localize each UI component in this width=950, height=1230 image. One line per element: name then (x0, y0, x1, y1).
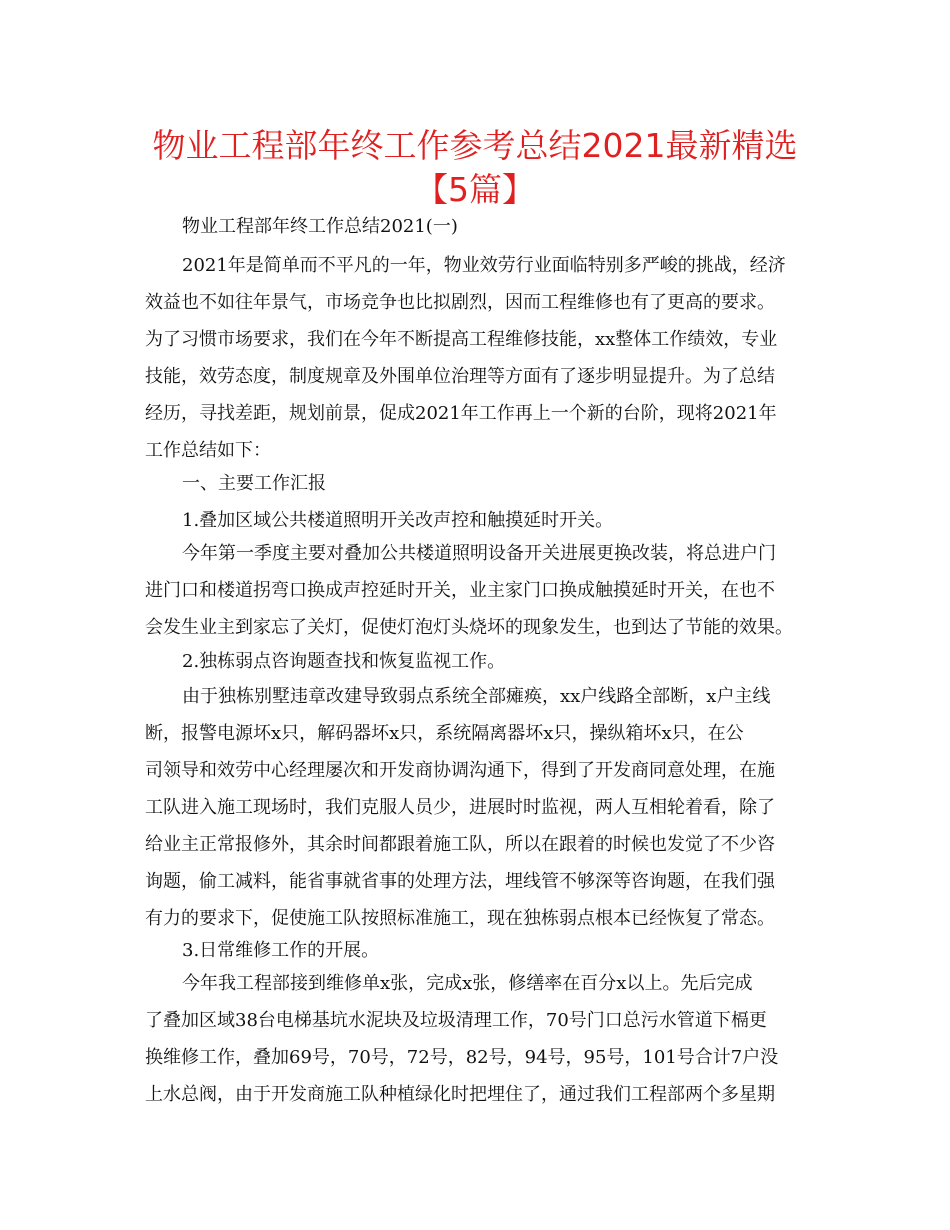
paragraph-line: 工队进入施工现场时，我们克服人员少，进展时时监视，两人互相轮着看，除了 (145, 797, 775, 818)
paragraph-line: 今年第一季度主要对叠加公共楼道照明设备开关进展更换改装，将总进户门 (182, 543, 776, 564)
paragraph-line: 技能，效劳态度，制度规章及外围单位治理等方面有了逐步明显提升。为了总结 (145, 366, 775, 387)
subsection-heading: 2.独栋弱点咨询题查找和恢复监视工作。 (182, 651, 506, 672)
paragraph-line: 断，报警电源坏x只，解码器坏x只，系统隔离器坏x只，操纵箱坏x只，在公 (145, 723, 744, 744)
paragraph-line: 由于独栋别墅违章改建导致弱点系统全部瘫痪，xx户线路全部断，x户主线 (182, 686, 771, 707)
paragraph-line: 司领导和效劳中心经理屡次和开发商协调沟通下，得到了开发商同意处理，在施 (145, 760, 775, 781)
paragraph-line: 给业主正常报修外，其余时间都跟着施工队，所以在跟着的时候也发觉了不少咨 (145, 834, 775, 855)
section-heading: 物业工程部年终工作总结2021(一) (182, 216, 458, 237)
document-title-continuation: 【5篇】 (415, 170, 535, 209)
paragraph-line: 上水总阀，由于开发商施工队种植绿化时把埋住了，通过我们工程部两个多星期 (145, 1084, 775, 1105)
paragraph-line: 了叠加区域38台电梯基坑水泥块及垃圾清理工作，70号门口总污水管道下槅更 (145, 1010, 767, 1031)
paragraph-line: 为了习惯市场要求，我们在今年不断提高工程维修技能，xx整体工作绩效，专业 (145, 329, 778, 350)
subsection-heading: 1.叠加区域公共楼道照明开关改声控和触摸延时开关。 (182, 510, 614, 531)
paragraph-line: 今年我工程部接到维修单x张，完成x张，修缮率在百分x以上。先后完成 (182, 973, 753, 994)
paragraph-line: 换维修工作，叠加69号，70号，72号，82号，94号，95号，101号合计7户没 (145, 1047, 779, 1068)
paragraph-line: 有力的要求下，促使施工队按照标准施工，现在独栋弱点根本已经恢复了常态。 (145, 908, 775, 929)
paragraph-line: 询题，偷工减料，能省事就省事的处理方法，埋线管不够深等咨询题，在我们强 (145, 871, 775, 892)
paragraph-line: 会发生业主到家忘了关灯，促使灯泡灯头烧坏的现象发生，也到达了节能的效果。 (145, 617, 793, 638)
paragraph-line: 2021年是简单而不平凡的一年，物业效劳行业面临特别多严峻的挑战，经济 (182, 255, 786, 276)
section-heading: 一、主要工作汇报 (182, 473, 326, 494)
paragraph-line: 经历，寻找差距，规划前景，促成2021年工作再上一个新的台阶，现将2021年 (145, 403, 777, 424)
subsection-heading: 3.日常维修工作的开展。 (182, 940, 380, 961)
paragraph-line: 效益也不如往年景气，市场竞争也比拟剧烈，因而工程维修也有了更高的要求。 (145, 292, 775, 313)
paragraph-line: 工作总结如下： (145, 440, 271, 461)
paragraph-line: 进门口和楼道拐弯口换成声控延时开关，业主家门口换成触摸延时开关，在也不 (145, 580, 775, 601)
document-title: 物业工程部年终工作参考总结2021最新精选 (152, 126, 798, 165)
